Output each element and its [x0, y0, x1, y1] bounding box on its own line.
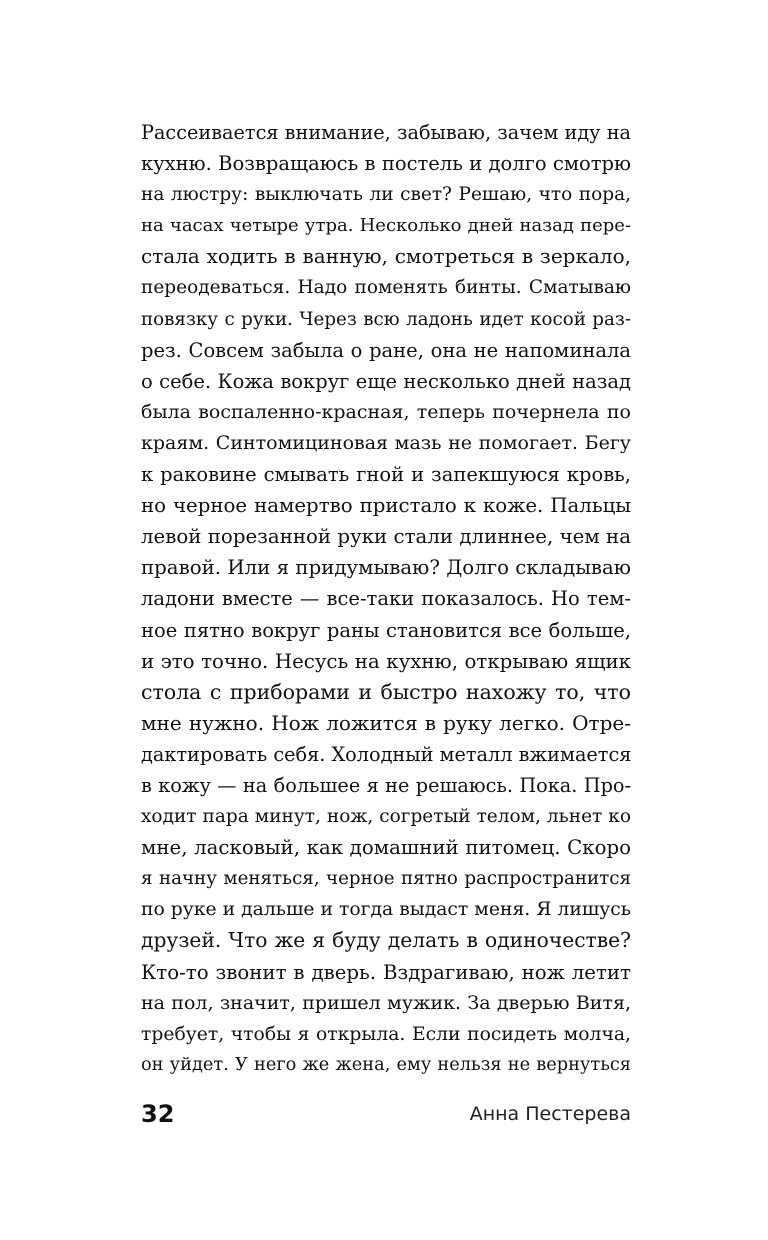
- text-line: друзей. Что же я буду делать в одиночестве?: [141, 928, 631, 953]
- page-footer: [141, 1094, 631, 1134]
- text-line: ное пятно вокруг раны становится все больше,: [141, 618, 631, 642]
- text-line: требует, чтобы я открыла. Если посидеть молча,: [141, 1023, 631, 1045]
- text-line: на часах четыре утра. Несколько дней назад пере-: [141, 215, 631, 237]
- text-line: но черное намертво пристало к коже. Пальцы: [141, 494, 631, 518]
- text-line: мне нужно. Нож ложится в руку легко. Отре-: [141, 710, 631, 735]
- text-line: Рассеивается внимание, забываю, зачем иду на: [141, 121, 631, 144]
- body-text: [141, 117, 631, 1081]
- running-footer-author: Анна Пестерева: [469, 1103, 631, 1125]
- text-line: левой порезанной руки стали длиннее, чем на: [141, 525, 631, 549]
- text-line: и это точно. Несусь на кухню, открываю ящик: [141, 649, 631, 673]
- text-line: мне, ласковый, как домашний питомец. Скоро: [141, 836, 631, 860]
- text-line: на пол, значит, пришел мужик. За дверью Витя,: [141, 991, 631, 1014]
- text-line: в кожу — на большее я не решаюсь. Пока. Про-: [141, 773, 631, 797]
- text-line: повязку с руки. Через всю ладонь идет косой раз-: [141, 308, 631, 330]
- text-line: рез. Совсем забыла о ране, она не напоминала: [141, 338, 631, 362]
- text-line: кухню. Возвращаюсь в постель и долго смотрю: [141, 152, 631, 176]
- text-line: он уйдет. У него же жена, ему нельзя не вернуться: [141, 1054, 631, 1075]
- text-line: стола с приборами и быстро нахожу то, что: [141, 679, 631, 704]
- text-line: на люстру: выключать ли свет? Решаю, что пора,: [141, 184, 631, 206]
- text-line: стала ходить в ванную, смотреться в зеркало,: [141, 244, 631, 269]
- text-line: Кто-то звонит в дверь. Вздрагиваю, нож летит: [141, 960, 631, 984]
- text-line: была воспаленно-красная, теперь почернела по: [141, 400, 631, 423]
- text-line: я начну меняться, черное пятно распространится: [141, 868, 631, 890]
- text-line: краям. Синтомициновая мазь не помогает. Бегу: [141, 431, 631, 454]
- text-line: по руке и дальше и тогда выдаст меня. Я лишусь: [141, 899, 631, 921]
- text-line: правой. Или я придумываю? Долго складываю: [141, 556, 631, 580]
- text-line: переодеваться. Надо поменять бинты. Сматываю: [141, 277, 631, 299]
- text-line: ходит пара минут, нож, согретый телом, льнет ко: [141, 806, 631, 828]
- page-number: 32: [141, 1100, 175, 1128]
- text-line: дактировать себя. Холодный металл вжимается: [141, 742, 632, 766]
- text-line: о себе. Кожа вокруг еще несколько дней назад: [141, 369, 631, 393]
- text-line: к раковине смывать гной и запекшуюся кровь,: [141, 463, 631, 487]
- text-line: ладони вместе — все-таки показалось. Но тем-: [141, 587, 631, 611]
